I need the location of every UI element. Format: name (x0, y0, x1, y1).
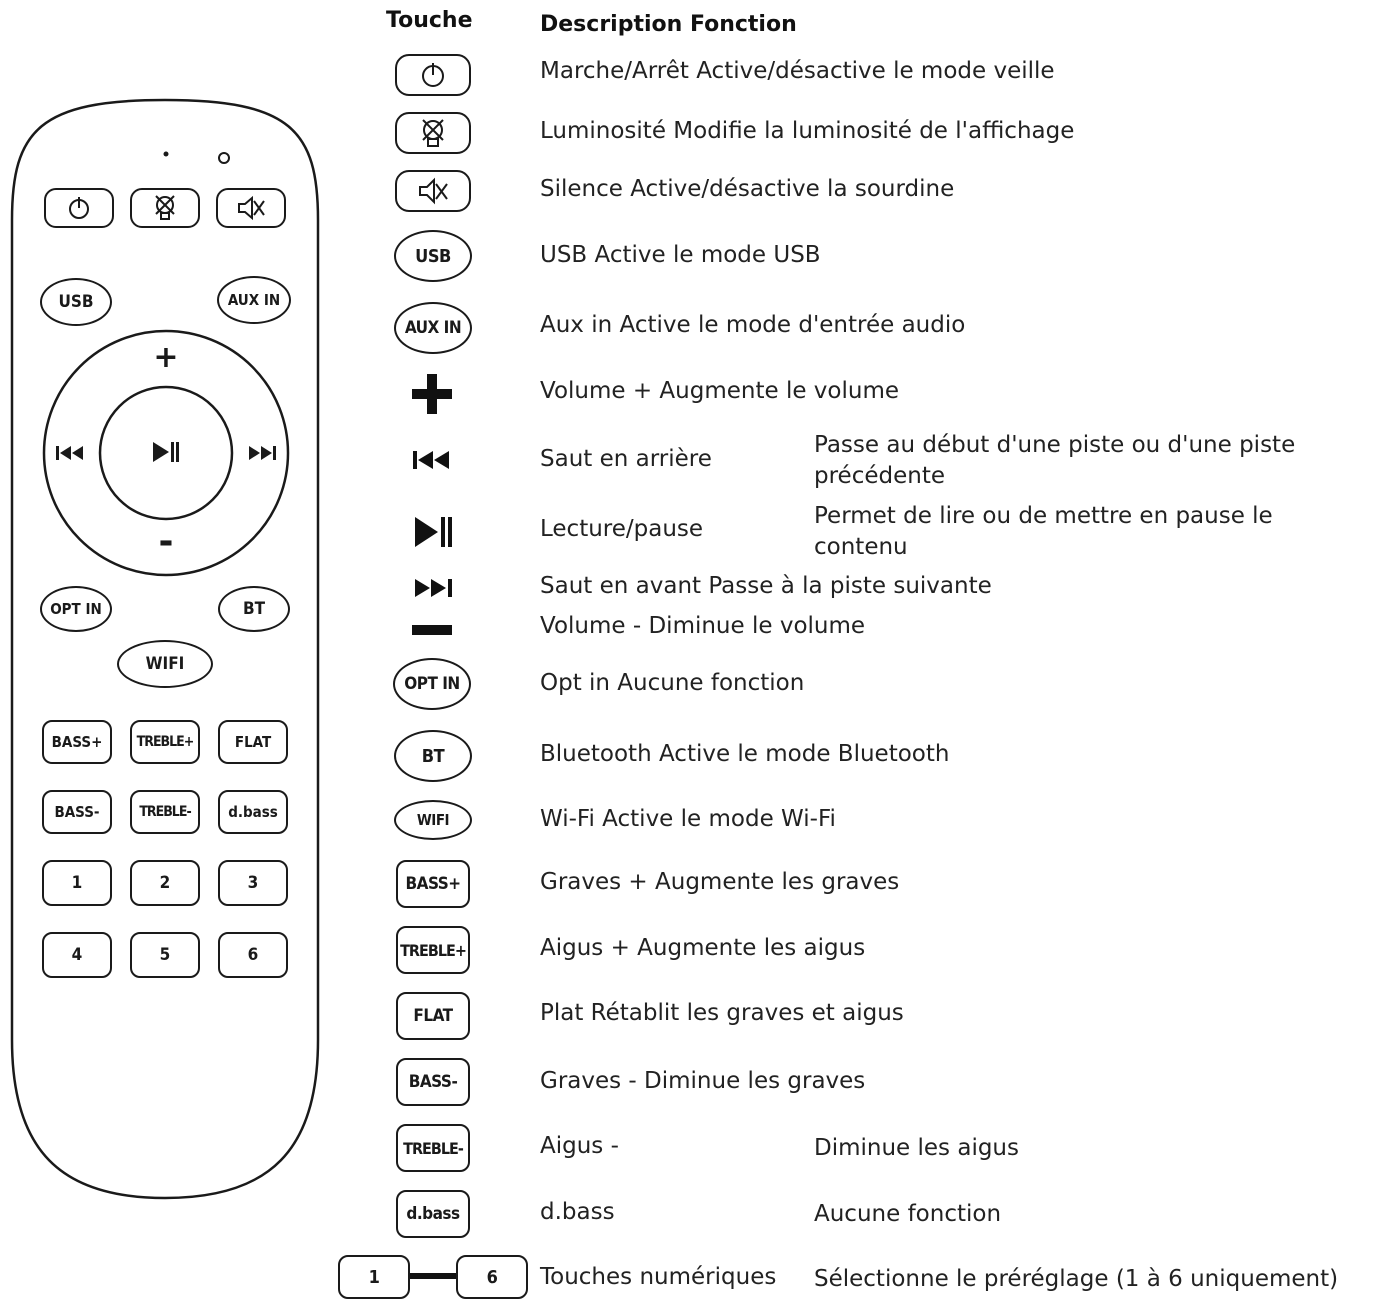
description-wifi: Wi-Fi Active le mode Wi-Fi (540, 806, 836, 832)
key-previous (410, 448, 454, 472)
key-brightness (395, 112, 471, 154)
key-wifi: WIFI (394, 800, 472, 840)
description-bass-minus: Graves - Diminue les graves (540, 1068, 866, 1094)
description-brightness: Luminosité Modifie la luminosité de l'affichage (540, 118, 1075, 144)
description-mute: Silence Active/désactive la sourdine (540, 176, 955, 202)
key-play-pause (411, 512, 455, 552)
key-usb: USB (394, 230, 472, 282)
description-play-pause-detail: Permet de lire ou de mettre en pause le contenu (814, 503, 1273, 560)
remote-play-pause-button[interactable] (148, 436, 184, 468)
description-dbass: d.bass (540, 1199, 615, 1225)
description-bass-plus: Graves + Augmente les graves (540, 869, 900, 895)
key-treble-plus: TREBLE+ (396, 926, 470, 974)
previous-icon (412, 450, 452, 470)
column-header-key: Touche (386, 8, 473, 33)
next-icon (413, 578, 453, 598)
key-treble-minus: TREBLE- (396, 1124, 470, 1172)
remote-bass-minus-button[interactable]: BASS- (42, 790, 112, 834)
description-opt-in: Opt in Aucune fonction (540, 670, 805, 696)
description-numeric-keys: Touches numériques (540, 1264, 777, 1290)
remote-flat-button[interactable]: FLAT (218, 720, 288, 764)
description-previous-detail: Passe au début d'une piste ou d'une piste précédente (814, 432, 1296, 489)
description-next: Saut en avant Passe à la piste suivante (540, 573, 992, 599)
brightness-icon (152, 193, 178, 223)
remote-wifi-button[interactable]: WIFI (117, 640, 213, 688)
key-bass-plus: BASS+ (396, 860, 470, 908)
key-next (411, 576, 455, 600)
key-volume-down (411, 622, 453, 638)
description-dbass-detail: Aucune fonction (814, 1201, 1002, 1227)
remote-number-4-button[interactable]: 4 (42, 932, 112, 978)
description-numeric-keys-detail: Sélectionne le préréglage (1 à 6 uniquement) (814, 1266, 1339, 1292)
key-aux-in: AUX IN (394, 302, 472, 354)
remote-volume-up-button[interactable]: + (153, 339, 179, 375)
remote-control-illustration (0, 0, 330, 1303)
remote-number-5-button[interactable]: 5 (130, 932, 200, 978)
description-bt: Bluetooth Active le mode Bluetooth (540, 741, 950, 767)
brightness-icon (419, 117, 447, 149)
key-flat: FLAT (396, 992, 470, 1040)
remote-next-button[interactable] (244, 440, 280, 466)
remote-opt-in-button[interactable]: OPT IN (40, 586, 112, 632)
remote-treble-plus-button[interactable]: TREBLE+ (130, 720, 200, 764)
power-icon (419, 61, 447, 89)
description-volume-up: Volume + Augmente le volume (540, 378, 900, 404)
description-treble-plus: Aigus + Augmente les aigus (540, 935, 866, 961)
key-mute (395, 170, 471, 212)
remote-power-button[interactable] (44, 188, 114, 228)
plus-icon (412, 374, 452, 414)
key-volume-up (411, 372, 453, 416)
key-number-1: 1 (338, 1255, 410, 1299)
description-treble-minus: Aigus - (540, 1133, 619, 1159)
power-icon (66, 195, 92, 221)
previous-icon (55, 445, 85, 461)
minus-icon (412, 624, 452, 636)
remote-number-2-button[interactable]: 2 (130, 860, 200, 906)
mute-icon (417, 177, 449, 205)
description-volume-down: Volume - Diminue le volume (540, 613, 866, 639)
description-flat: Plat Rétablit les graves et aigus (540, 1000, 904, 1026)
remote-previous-button[interactable] (52, 440, 88, 466)
description-power: Marche/Arrêt Active/désactive le mode veille (540, 58, 1055, 84)
key-bt: BT (394, 730, 472, 782)
mute-icon (236, 195, 266, 221)
description-previous: Saut en arrière (540, 446, 712, 472)
key-bass-minus: BASS- (396, 1058, 470, 1106)
remote-usb-button[interactable]: USB (40, 278, 112, 326)
key-range-dash (410, 1273, 456, 1279)
remote-treble-minus-button[interactable]: TREBLE- (130, 790, 200, 834)
description-play-pause: Lecture/pause (540, 516, 704, 542)
remote-bass-plus-button[interactable]: BASS+ (42, 720, 112, 764)
play-pause-icon (151, 440, 181, 464)
remote-number-3-button[interactable]: 3 (218, 860, 288, 906)
description-treble-minus-detail: Diminue les aigus (814, 1135, 1019, 1161)
play-pause-icon (413, 515, 453, 549)
remote-brightness-button[interactable] (130, 188, 200, 228)
description-usb: USB Active le mode USB (540, 242, 821, 268)
key-opt-in: OPT IN (393, 658, 471, 710)
key-dbass: d.bass (396, 1190, 470, 1238)
key-number-6: 6 (456, 1255, 528, 1299)
remote-volume-down-button[interactable]: - (158, 520, 174, 562)
remote-number-6-button[interactable]: 6 (218, 932, 288, 978)
next-icon (247, 445, 277, 461)
remote-number-1-button[interactable]: 1 (42, 860, 112, 906)
description-aux-in: Aux in Active le mode d'entrée audio (540, 312, 966, 338)
key-power (395, 54, 471, 96)
remote-bt-button[interactable]: BT (218, 586, 290, 632)
remote-aux-in-button[interactable]: AUX IN (217, 276, 291, 324)
remote-dbass-button[interactable]: d.bass (218, 790, 288, 834)
column-header-description: Description Fonction (540, 12, 797, 37)
remote-mute-button[interactable] (216, 188, 286, 228)
